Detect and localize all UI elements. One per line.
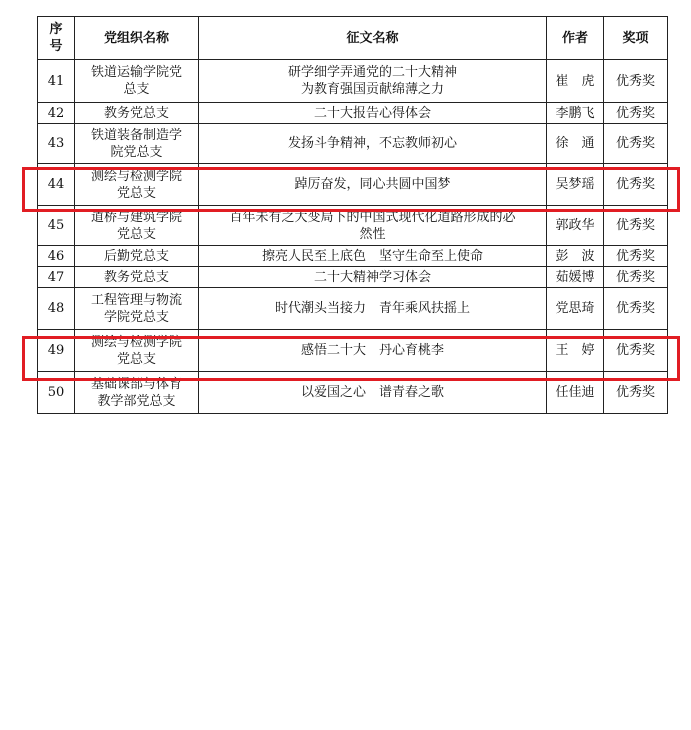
cell-award: 优秀奖 <box>604 246 668 267</box>
cell-no: 50 <box>38 372 75 414</box>
cell-title: 以爱国之心 谱青春之歌 <box>199 372 547 414</box>
cell-title: 二十大精神学习体会 <box>199 267 547 288</box>
cell-title: 感悟二十大 丹心育桃李 <box>199 330 547 372</box>
cell-org: 测绘与检测学院 党总支 <box>75 330 199 372</box>
cell-award: 优秀奖 <box>604 288 668 330</box>
header-row <box>38 17 668 60</box>
cell-award: 优秀奖 <box>604 267 668 288</box>
cell-award: 优秀奖 <box>604 206 668 246</box>
cell-org: 教务党总支 <box>75 267 199 288</box>
cell-no: 48 <box>38 288 75 330</box>
cell-org: 教务党总支 <box>75 103 199 124</box>
cell-author: 彭 波 <box>547 246 604 267</box>
cell-award: 优秀奖 <box>604 60 668 103</box>
cell-title: 时代潮头当接力 青年乘风扶摇上 <box>199 288 547 330</box>
cell-award: 优秀奖 <box>604 124 668 164</box>
cell-no: 41 <box>38 60 75 103</box>
table-row <box>38 60 668 103</box>
cell-org: 道桥与建筑学院 党总支 <box>75 206 199 246</box>
table-row <box>38 124 668 164</box>
header-author: 作者 <box>547 17 604 60</box>
cell-author: 王 婷 <box>547 330 604 372</box>
header-no: 序 号 <box>38 17 75 60</box>
header-award: 奖项 <box>604 17 668 60</box>
cell-no: 47 <box>38 267 75 288</box>
cell-no: 45 <box>38 206 75 246</box>
cell-org: 测绘与检测学院 党总支 <box>75 164 199 206</box>
cell-title: 发扬斗争精神，不忘教师初心 <box>199 124 547 164</box>
table-row <box>38 246 668 267</box>
table-row <box>38 267 668 288</box>
cell-org: 后勤党总支 <box>75 246 199 267</box>
cell-org: 铁道运输学院党 总支 <box>75 60 199 103</box>
cell-author: 茹媛博 <box>547 267 604 288</box>
cell-author: 李鹏飞 <box>547 103 604 124</box>
cell-author: 吴梦瑶 <box>547 164 604 206</box>
cell-title: 擦亮人民至上底色 坚守生命至上使命 <box>199 246 547 267</box>
highlight-box-row-44 <box>22 167 680 212</box>
cell-award: 优秀奖 <box>604 164 668 206</box>
cell-award: 优秀奖 <box>604 330 668 372</box>
cell-author: 任佳迪 <box>547 372 604 414</box>
header-org: 党组织名称 <box>75 17 199 60</box>
header-title: 征文名称 <box>199 17 547 60</box>
cell-no: 42 <box>38 103 75 124</box>
cell-no: 43 <box>38 124 75 164</box>
cell-org: 工程管理与物流 学院党总支 <box>75 288 199 330</box>
cell-no: 44 <box>38 164 75 206</box>
cell-org: 基础课部与体育 教学部党总支 <box>75 372 199 414</box>
cell-title: 百年未有之大变局下的中国式现代化道路形成的必 然性 <box>199 206 547 246</box>
cell-title: 二十大报告心得体会 <box>199 103 547 124</box>
cell-title: 踔厉奋发，同心共圆中国梦 <box>199 164 547 206</box>
cell-award: 优秀奖 <box>604 103 668 124</box>
cell-award: 优秀奖 <box>604 372 668 414</box>
cell-no: 46 <box>38 246 75 267</box>
cell-author: 党思琦 <box>547 288 604 330</box>
table-row <box>38 288 668 330</box>
highlight-box-row-49 <box>22 336 680 381</box>
table-row <box>38 103 668 124</box>
cell-org: 铁道装备制造学 院党总支 <box>75 124 199 164</box>
cell-title: 研学细学弄通党的二十大精神 为教育强国贡献绵薄之力 <box>199 60 547 103</box>
cell-no: 49 <box>38 330 75 372</box>
cell-author: 徐 通 <box>547 124 604 164</box>
cell-author: 崔 虎 <box>547 60 604 103</box>
cell-author: 郭政华 <box>547 206 604 246</box>
